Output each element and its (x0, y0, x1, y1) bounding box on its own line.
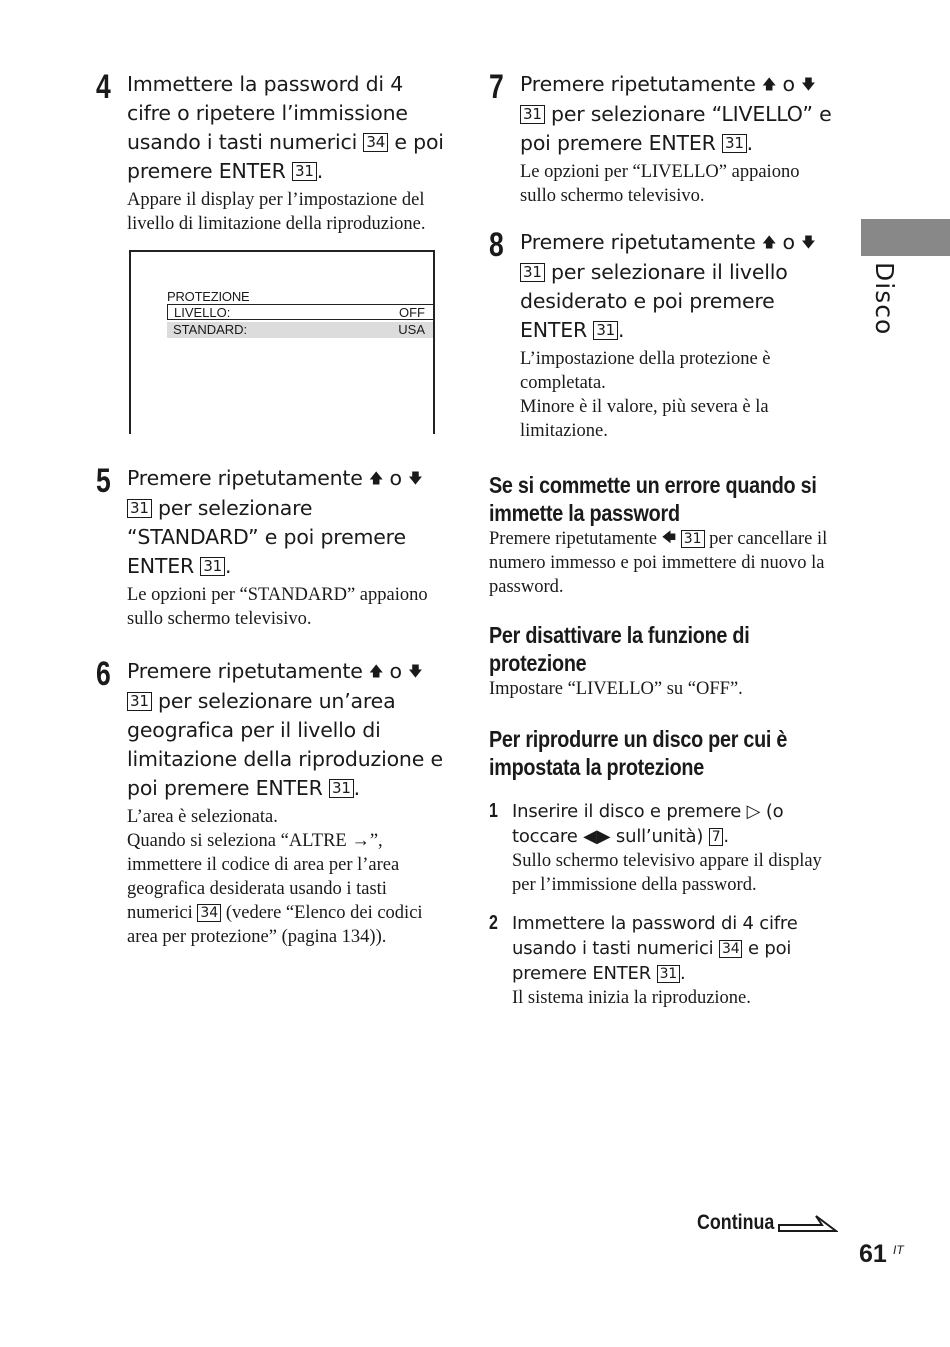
key-31-icon: 31 (520, 105, 545, 124)
left-arrow-icon: 🡄 (661, 531, 677, 546)
section-tab-label: Disco (870, 262, 899, 336)
step-7 (489, 70, 839, 208)
step-description: Appare il display per l’impostazione del livello di limitazione della riproduzione. (127, 190, 426, 234)
key-34-icon: 34 (363, 133, 388, 152)
step-instruction: Premere ripetutamente 🡅 o 🡇 31 per selezionare un’area geografica per il livello di limitazione della riproduzione e poi premere ENTER 31 . (127, 659, 443, 800)
step-number: 8 (489, 226, 504, 264)
play-pause-icon: ◀▶ (583, 826, 611, 847)
key-31-icon: 31 (329, 779, 354, 798)
key-31-icon: 31 (292, 162, 317, 181)
right-column (489, 70, 839, 1010)
step-6 (96, 657, 446, 949)
down-arrow-icon: 🡇 (801, 235, 816, 251)
item-number: 2 (489, 912, 498, 934)
item-instruction: Inserire il disco e premere ▷ (o toccare ◀▶ sull’unità) 7 . (512, 801, 784, 847)
section-disable-protection (489, 621, 839, 701)
section-text: Premere ripetutamente 🡄 31 per cancellare il numero immesso e poi immettere di nuovo la password. (489, 529, 828, 597)
page-language: IT (893, 1243, 904, 1257)
item-instruction: Immettere la password di 4 cifre usando i tasti numerici 34 e poi premere ENTER 31 . (512, 913, 798, 984)
item-number: 1 (489, 800, 498, 822)
step-number: 7 (489, 68, 504, 106)
section-heading: Per riprodurre un disco per cui è impostata la protezione (489, 726, 788, 780)
screen-row-livello: LIVELLO: OFF (167, 304, 433, 320)
section-heading: Per disattivare la funzione di protezione (489, 622, 750, 676)
section-tab-marker (861, 219, 950, 256)
step-instruction: Immettere la password di 4 cifre o ripetere l’immissione usando i tasti numerici 34 e poi premere ENTER 31 . (127, 72, 444, 183)
continued-label: Continua (697, 1211, 775, 1234)
section-play-protected-disc (489, 725, 839, 1010)
key-31-icon: 31 (127, 499, 152, 518)
step-5 (96, 464, 446, 631)
step-number: 4 (96, 68, 111, 106)
up-arrow-icon: 🡅 (762, 235, 777, 251)
down-arrow-icon: 🡇 (408, 664, 423, 680)
step-description: Le opzioni per “LIVELLO” appaiono sullo schermo televisivo. (520, 162, 800, 206)
key-7-icon: 7 (709, 828, 724, 846)
down-arrow-icon: 🡇 (408, 471, 423, 487)
left-column (96, 70, 446, 949)
step-description: L’impostazione della protezione è completata. Minore è il valore, più severa è la limitazione. (520, 349, 771, 441)
key-31-icon: 31 (200, 557, 225, 576)
screen-title: PROTEZIONE (167, 289, 250, 304)
key-34-icon: 34 (719, 940, 742, 958)
key-31-icon: 31 (681, 530, 705, 548)
item-description: Il sistema inizia la riproduzione. (512, 988, 751, 1008)
step-8 (489, 228, 839, 443)
tv-screen-display (129, 250, 435, 434)
step-description: Le opzioni per “STANDARD” appaiono sullo schermo televisivo. (127, 585, 428, 629)
step-description: L’area è selezionata. Quando si seleziona “ALTRE →”, immettere il codice di area per l’area geografica desiderata usando i tasti numerici 34 (vedere “Elenco dei codici area per protezione” (pagina 134)). (127, 807, 423, 947)
down-arrow-icon: 🡇 (801, 77, 816, 93)
step-number: 6 (96, 655, 111, 693)
step-4 (96, 70, 446, 236)
screen-row-standard: STANDARD: USA (167, 322, 433, 338)
step-instruction: Premere ripetutamente 🡅 o 🡇 31 per selezionare “LIVELLO” e poi premere ENTER 31 . (520, 72, 832, 155)
continue-arrow-icon (778, 1212, 838, 1234)
key-31-icon: 31 (722, 134, 747, 153)
step-instruction: Premere ripetutamente 🡅 o 🡇 31 per selezionare “STANDARD” e poi premere ENTER 31 . (127, 466, 423, 578)
section-password-error (489, 471, 839, 599)
list-item (489, 799, 839, 897)
step-number: 5 (96, 462, 111, 500)
section-heading: Se si commette un errore quando si immette la password (489, 472, 817, 526)
key-31-icon: 31 (593, 321, 618, 340)
play-icon: ▷ (746, 801, 761, 822)
section-text: Impostare “LIVELLO” su “OFF”. (489, 679, 743, 699)
up-arrow-icon: 🡅 (762, 77, 777, 93)
key-34-icon: 34 (197, 904, 221, 922)
up-arrow-icon: 🡅 (369, 664, 384, 680)
list-item (489, 911, 839, 1010)
key-31-icon: 31 (657, 965, 680, 983)
item-description: Sullo schermo televisivo appare il display per l’immissione della password. (512, 851, 822, 895)
key-31-icon: 31 (520, 263, 545, 282)
key-31-icon: 31 (127, 692, 152, 711)
up-arrow-icon: 🡅 (369, 471, 384, 487)
step-instruction: Premere ripetutamente 🡅 o 🡇 31 per selezionare il livello desiderato e poi premere ENTER 31 . (520, 230, 816, 342)
page-number: 61 (859, 1240, 887, 1268)
